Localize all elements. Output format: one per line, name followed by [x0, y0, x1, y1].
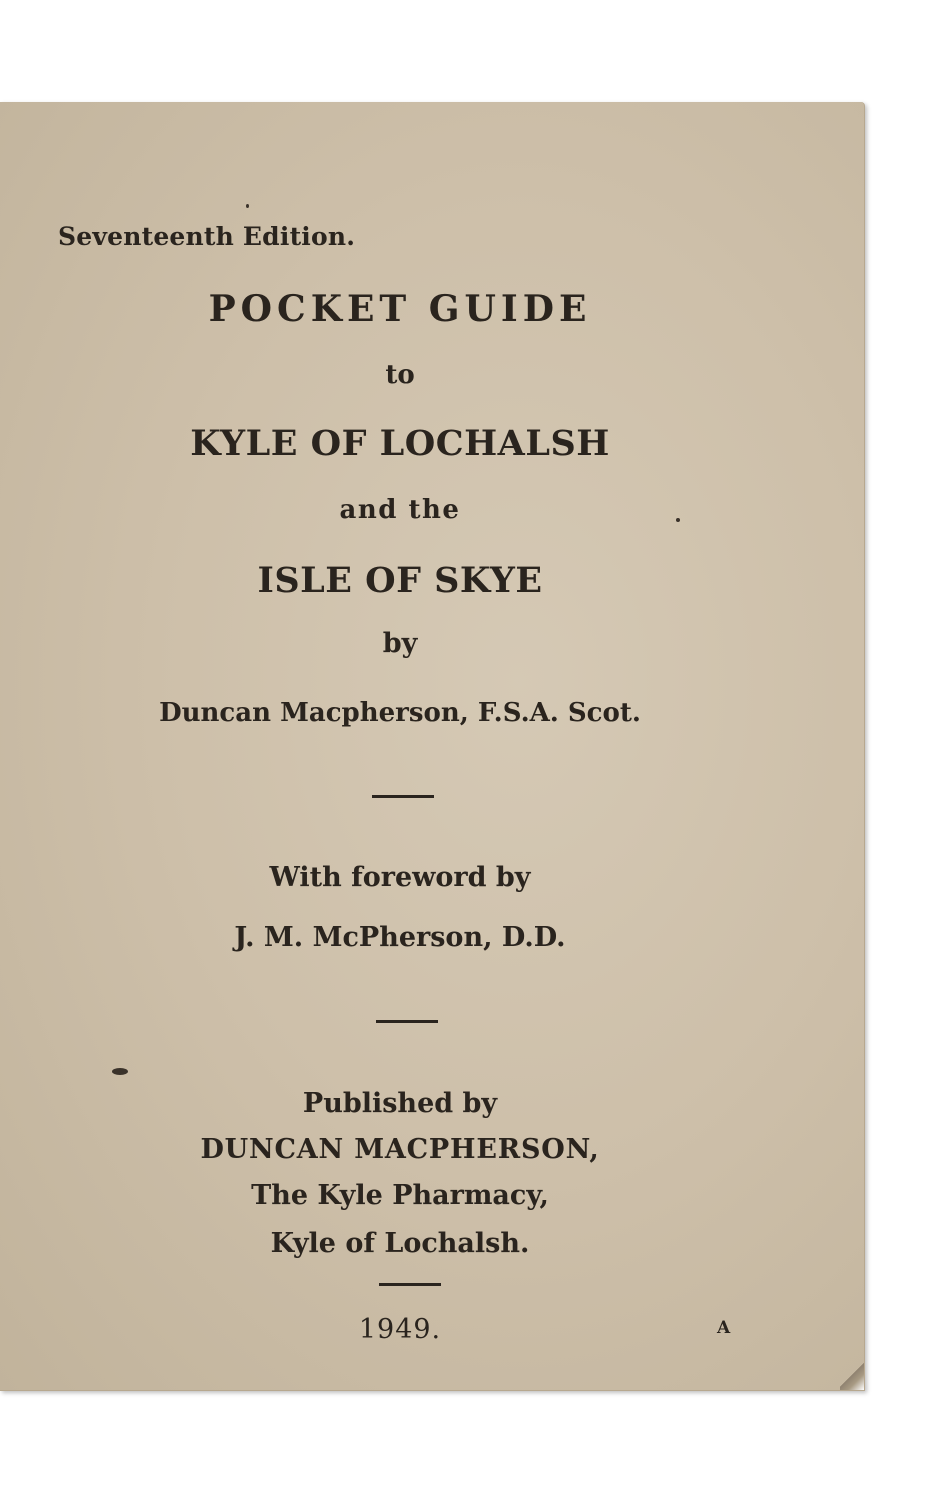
by-line: by [382, 628, 418, 659]
divider-rule [376, 1020, 438, 1023]
worn-page-corner [840, 1360, 864, 1390]
ink-speck [112, 1068, 128, 1075]
signature-mark: A [717, 1318, 731, 1338]
edition-note: Seventeenth Edition. [58, 222, 356, 251]
title-kyle-of-lochalsh: KYLE OF LOCHALSH [190, 423, 610, 464]
ink-speck [246, 204, 249, 208]
published-by-line: Published by [302, 1088, 498, 1119]
author-name: Duncan Macpherson, F.S.A. Scot. [159, 698, 641, 728]
title-pocket-guide: POCKET GUIDE [208, 288, 592, 330]
publication-year: 1949. [358, 1314, 442, 1345]
title-isle-of-skye: ISLE OF SKYE [257, 560, 543, 601]
divider-rule [379, 1283, 441, 1286]
foreword-line: With foreword by [269, 862, 531, 893]
title-to: to [385, 360, 415, 390]
publisher-name: DUNCAN MACPHERSON, [200, 1134, 600, 1165]
publisher-address-line-2: Kyle of Lochalsh. [270, 1228, 530, 1259]
foreword-author: J. M. McPherson, D.D. [234, 922, 566, 953]
publisher-address-line-1: The Kyle Pharmacy, [251, 1180, 549, 1211]
title-and-the: and the [339, 495, 461, 525]
divider-rule [372, 795, 434, 798]
